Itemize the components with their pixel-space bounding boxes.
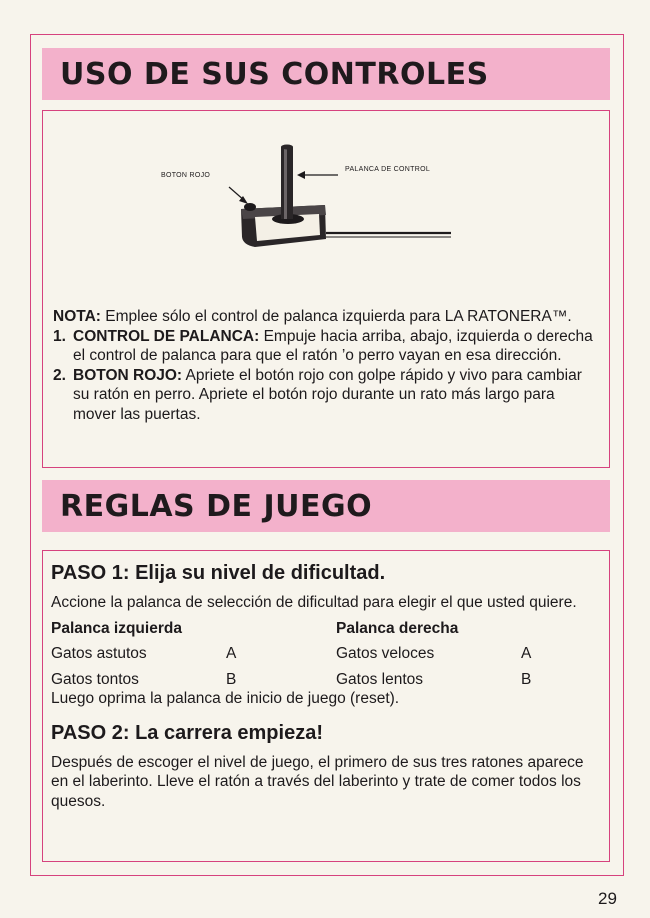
nota-text: Emplee sólo el control de palanca izquierda para LA RATONERA™. <box>105 308 572 325</box>
section-title-controls: USO DE SUS CONTROLES <box>42 48 610 100</box>
table-cell: B <box>521 670 532 688</box>
button-label: BOTON ROJO <box>161 172 211 179</box>
page-number: 29 <box>598 889 617 908</box>
step1-after: Luego oprima la palanca de inicio de juego (reset). <box>51 690 400 707</box>
rules-box <box>42 550 610 862</box>
joystick-diagram <box>43 111 608 291</box>
rules-text <box>51 561 599 811</box>
item-number: 1. <box>53 327 66 345</box>
item-text: Empuje hacia arriba, abajo, izquierda o derecha el control de palanca para que el ratón ’o perro vayan en esa dirección. <box>73 327 593 364</box>
left-header: Palanca izquierda <box>51 619 182 637</box>
controls-text <box>53 307 601 424</box>
item-label: CONTROL DE PALANCA: <box>73 327 260 345</box>
item-label: BOTON ROJO: <box>73 366 183 384</box>
table-cell: Gatos lentos <box>336 670 424 688</box>
table-cell: Gatos astutos <box>51 645 147 662</box>
table-cell: Gatos veloces <box>336 645 435 662</box>
difficulty-table <box>51 619 599 690</box>
section-title-rules: REGLAS DE JUEGO <box>42 480 610 532</box>
step2-text: Después de escoger el nivel de juego, el primero de sus tres ratones aparece en el laberinto. Lleve el ratón a través del laberinto y trate de comer todos los quesos. <box>51 753 584 810</box>
controls-box <box>42 110 610 468</box>
table-cell: Gatos tontos <box>51 670 139 688</box>
table-cell: B <box>226 670 237 688</box>
item-number: 2. <box>53 366 66 384</box>
step1-intro: Accione la palanca de selección de dificultad para elegir el que usted quiere. <box>51 594 577 611</box>
table-cell: A <box>226 645 237 662</box>
item-text: Apriete el botón rojo con golpe rápido y vivo para cambiar su ratón en perro. Apriete el botón rojo durante un rato más largo para mover las puertas. <box>73 366 582 423</box>
nota-label: NOTA: <box>53 308 101 325</box>
step1-title: PASO 1: Elija su nivel de dificultad. <box>51 562 386 584</box>
list-item <box>53 366 601 425</box>
stick-label: PALANCA DE CONTROL <box>345 166 431 173</box>
list-item <box>53 327 601 366</box>
right-header: Palanca derecha <box>336 619 459 637</box>
step2-title: PASO 2: La carrera empieza! <box>51 721 323 744</box>
table-cell: A <box>521 645 532 662</box>
nota-paragraph <box>53 307 601 327</box>
